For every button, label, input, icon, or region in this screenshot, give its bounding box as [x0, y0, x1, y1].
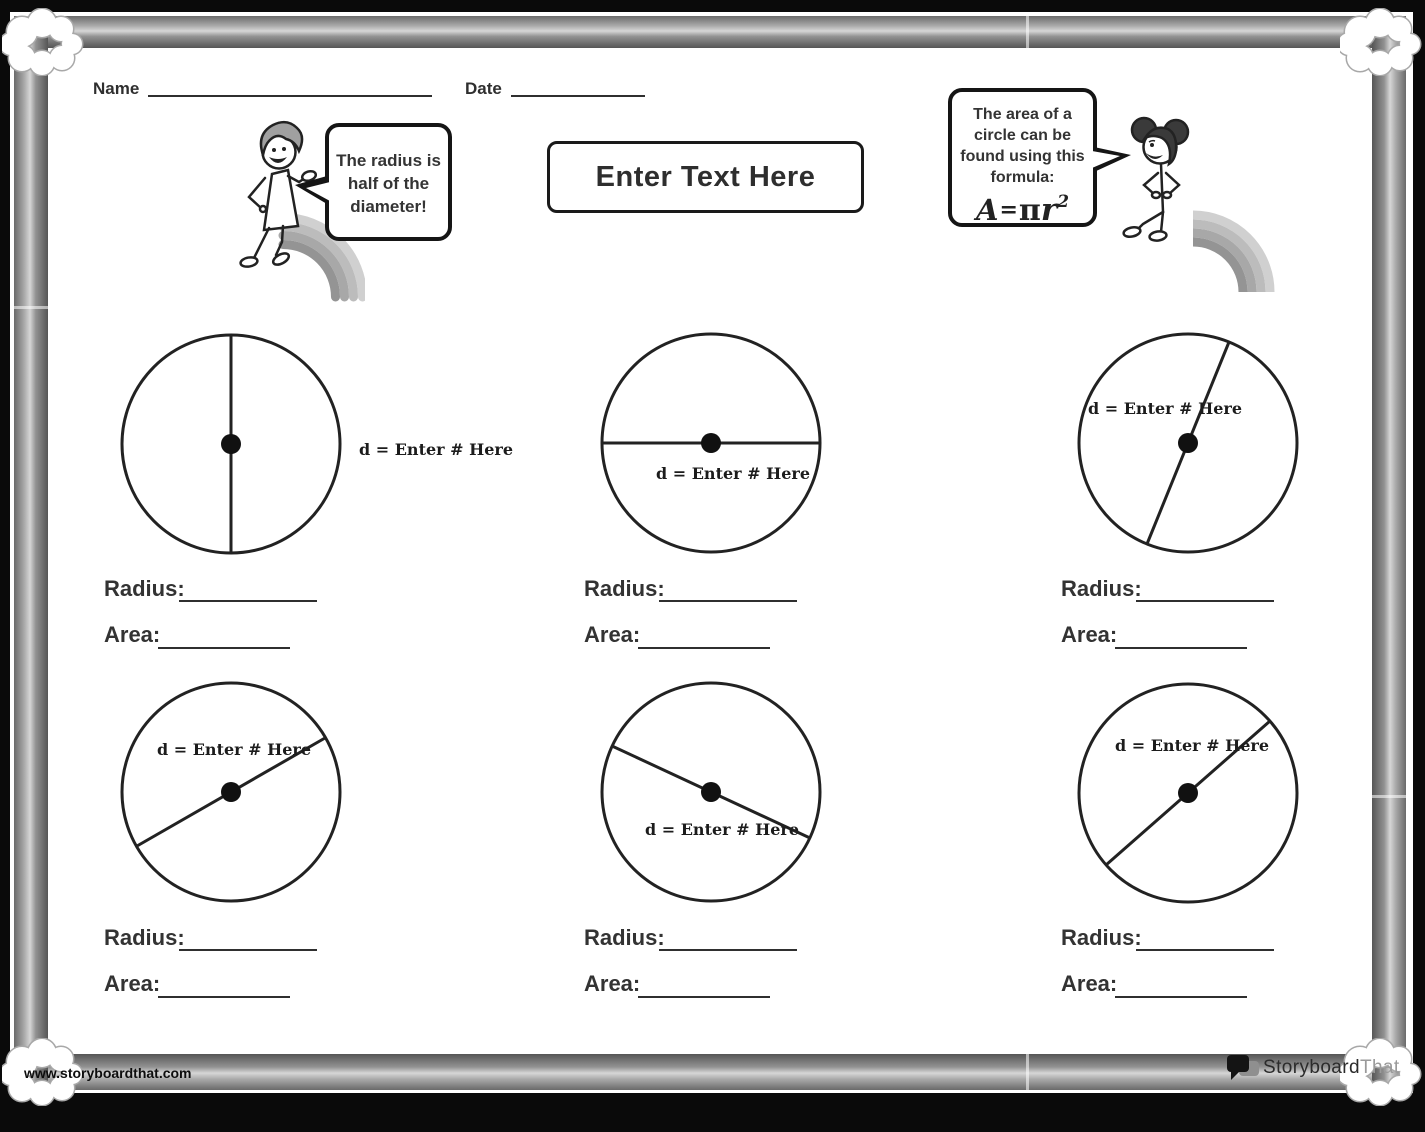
area-label-6: Area: — [1061, 971, 1118, 996]
diameter-label-6[interactable]: d = Enter # Here — [1115, 736, 1270, 755]
logo-storyboard: Storyboard — [1263, 1057, 1360, 1078]
speech-bubble-left-tail-fill — [306, 182, 330, 201]
radius-label-3: Radius: — [1061, 576, 1142, 601]
formula-r: r — [1040, 192, 1058, 228]
radius-answer-line-2[interactable] — [659, 600, 797, 602]
radius-answer-line-4[interactable] — [179, 949, 317, 951]
logo-that: That — [1359, 1057, 1400, 1078]
date-label: Date — [465, 79, 502, 98]
name-label: Name — [93, 79, 140, 98]
rainbow-arc — [1185, 204, 1275, 299]
area-answer-line-2[interactable] — [638, 647, 770, 649]
radius-answer-line-5[interactable] — [659, 949, 797, 951]
frame-band-top — [14, 16, 1406, 48]
circle-figure-2[interactable] — [598, 330, 824, 556]
radius-answer-line-3[interactable] — [1136, 600, 1274, 602]
frame-seam-left — [14, 306, 48, 309]
area-answer-line-5[interactable] — [638, 996, 770, 998]
area-answer-line-4[interactable] — [158, 996, 290, 998]
storyboardthat-logo-icon — [1227, 1055, 1263, 1083]
frame-band-bottom — [14, 1054, 1406, 1090]
radius-label-6: Radius: — [1061, 925, 1142, 950]
frame-seam-top — [1026, 16, 1029, 48]
title-text-box[interactable] — [547, 141, 864, 213]
speech-bubble-area-formula — [948, 88, 1097, 227]
circle-figure-3[interactable] — [1075, 330, 1301, 556]
circle-figure-4[interactable] — [118, 679, 344, 905]
frame-band-right — [1372, 16, 1406, 1090]
area-formula — [952, 192, 1093, 228]
frame-edge-bottom — [0, 1093, 1425, 1132]
formula-pi: π — [1018, 193, 1041, 228]
area-label-3: Area: — [1061, 622, 1118, 647]
frame-edge-top — [0, 0, 1425, 12]
diameter-label-4[interactable]: d = Enter # Here — [157, 740, 312, 759]
cloud-decoration-top-left — [2, 8, 84, 76]
formula-exponent: 2 — [1057, 192, 1070, 212]
name-line[interactable] — [148, 95, 432, 97]
frame-edge-left — [0, 0, 10, 1132]
formula-equals: = — [999, 197, 1018, 223]
area-answer-line-1[interactable] — [158, 647, 290, 649]
area-label-5: Area: — [584, 971, 641, 996]
circle-figure-5[interactable] — [598, 679, 824, 905]
frame-band-left — [14, 16, 48, 1090]
speech-bubble-right-text: The area of a circle can be found using this formula: — [960, 106, 1085, 186]
frame-seam-bottom — [1026, 1054, 1029, 1090]
diameter-label-2[interactable]: d = Enter # Here — [656, 464, 811, 483]
frame-seam-right — [1372, 795, 1406, 798]
area-answer-line-3[interactable] — [1115, 647, 1247, 649]
radius-label-1: Radius: — [104, 576, 185, 601]
speech-bubble-radius-tip — [325, 123, 452, 241]
circle-figure-6[interactable] — [1075, 680, 1301, 906]
area-answer-line-6[interactable] — [1115, 996, 1247, 998]
radius-answer-line-1[interactable] — [179, 600, 317, 602]
website-url: www.storyboardthat.com — [24, 1065, 192, 1081]
diameter-label-1[interactable]: d = Enter # Here — [359, 440, 514, 459]
formula-A: A — [975, 193, 999, 227]
date-line[interactable] — [511, 95, 645, 97]
radius-answer-line-6[interactable] — [1136, 949, 1274, 951]
speech-bubble-left-text: The radius is half of the diameter! — [336, 151, 441, 216]
radius-label-2: Radius: — [584, 576, 665, 601]
area-label-1: Area: — [104, 622, 161, 647]
area-label-4: Area: — [104, 971, 161, 996]
cloud-decoration-top-right — [1340, 8, 1422, 76]
storyboardthat-logo-text — [1263, 1057, 1400, 1079]
frame-edge-right — [1413, 0, 1425, 1132]
diameter-label-5[interactable]: d = Enter # Here — [645, 820, 800, 839]
circle-figure-1[interactable] — [118, 331, 344, 557]
radius-label-5: Radius: — [584, 925, 665, 950]
diameter-label-3[interactable]: d = Enter # Here — [1088, 399, 1243, 418]
area-label-2: Area: — [584, 622, 641, 647]
radius-label-4: Radius: — [104, 925, 185, 950]
title-text: Enter Text Here — [595, 160, 816, 193]
